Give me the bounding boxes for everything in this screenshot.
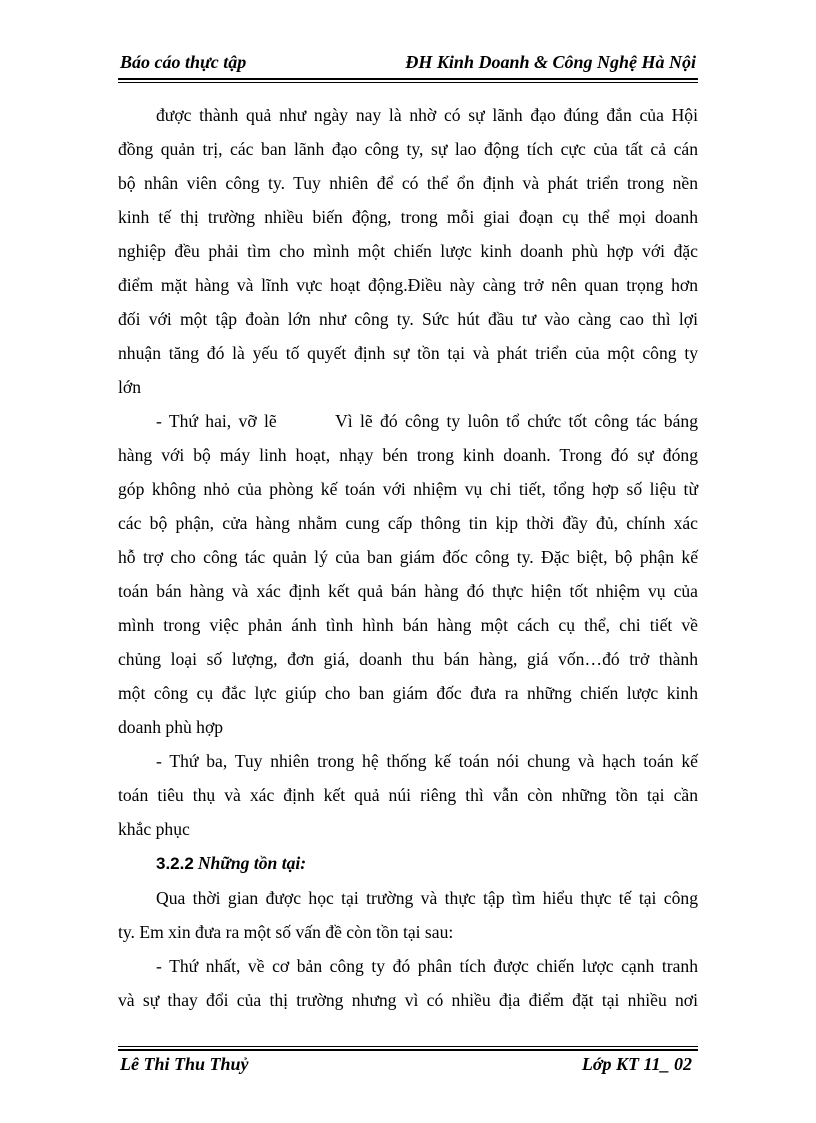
page-body (118, 98, 698, 1017)
section-heading (118, 846, 698, 881)
text-line: đồng quản trị, các ban lãnh đạo công ty, sự lao động tích cực của tất cả cán (118, 139, 698, 159)
text-line: và sự thay đổi của thị trường nhưng vì có nhiều địa điểm đặt tại nhiều nơi (118, 990, 698, 1010)
text-line: khắc phục (118, 819, 190, 839)
text-line: hàng với bộ máy linh hoạt, nhạy bén trong kinh doanh. Trong đó sự đóng (118, 445, 698, 465)
text-line: hỗ trợ cho công tác quản lý của ban giám đốc công ty. Đặc biệt, bộ phận kế (118, 547, 698, 567)
paragraph-1 (118, 98, 698, 404)
text-line: kinh tế thị trường nhiều biến động, trong mỗi giai đoạn cụ thể mọi doanh (118, 207, 698, 227)
text-line: - Thứ hai, vỡ lẽ Vì lẽ đó công ty luôn tổ chức tốt công tác báng (156, 411, 698, 431)
page-footer (118, 1046, 698, 1076)
text-line: góp không nhỏ của phòng kế toán với nhiệm vụ chi tiết, tổng hợp số liệu từ (118, 479, 698, 499)
paragraph-4 (118, 881, 698, 949)
header-report-title: Báo cáo thực tập (120, 52, 247, 72)
text-line: nghiệp đều phải tìm cho mình một chiến lược kinh doanh phù hợp với đặc (118, 241, 698, 261)
section-title: Những tồn tại: (197, 853, 307, 873)
text-line: được thành quả như ngày nay là nhờ có sự lãnh đạo đúng đắn của Hội (156, 105, 698, 125)
paragraph-2 (118, 404, 698, 744)
footer-author: Lê Thi Thu Thuỷ (120, 1054, 249, 1074)
header-rule-thin (118, 82, 698, 83)
text-line: đối với một tập đoàn lớn như công ty. Sức hút đầu tư vào càng cao thì lợi (118, 309, 698, 329)
text-line: một công cụ đắc lực giúp cho ban giám đốc đưa ra những chiến lược kinh (118, 683, 698, 703)
page-header (118, 52, 698, 78)
text-line: - Thứ ba, Tuy nhiên trong hệ thống kế toán nói chung và hạch toán kế (156, 751, 698, 771)
paragraph-3 (118, 744, 698, 846)
text-line: toán tiêu thụ và xác định kết quả núi riêng thì vẫn còn những tồn tại cần (118, 785, 698, 805)
footer-rule-thick (118, 1049, 698, 1051)
text-line: Qua thời gian được học tại trường và thực tập tìm hiểu thực tế tại công (156, 888, 698, 908)
footer-class: Lớp KT 11_ 02 (581, 1054, 692, 1074)
footer-rule-thin (118, 1046, 698, 1047)
header-university: ĐH Kinh Doanh & Công Nghệ Hà Nội (405, 52, 696, 72)
header-rule-thick (118, 78, 698, 80)
text-line: - Thứ nhất, về cơ bản công ty đó phân tích được chiến lược cạnh tranh (156, 956, 698, 976)
text-line: nhuận tăng đó là yếu tố quyết định sự tồn tại và phát triển của một công ty (118, 343, 698, 363)
text-line: chủng loại số lượng, đơn giá, doanh thu bán hàng, giá vốn…đó trở thành (118, 649, 698, 669)
text-line: điểm mặt hàng và lĩnh vực hoạt động.Điều này càng trở nên quan trọng hơn (118, 275, 698, 295)
paragraph-5 (118, 949, 698, 1017)
section-number: 3.2.2 (156, 854, 194, 873)
text-line: ty. Em xin đưa ra một số vấn đề còn tồn tại sau: (118, 922, 454, 942)
text-line: toán bán hàng và xác định kết quả bán hàng đó thực hiện tốt nhiệm vụ của (118, 581, 698, 601)
text-line: các bộ phận, cửa hàng nhằm cung cấp thông tin kịp thời đầy đủ, chính xác (118, 513, 698, 533)
text-line: doanh phù hợp (118, 717, 224, 737)
text-line: lớn (118, 377, 141, 397)
text-line: mình trong việc phản ánh tình hình bán hàng một cách cụ thể, chi tiết về (118, 615, 698, 635)
text-line: bộ nhân viên công ty. Tuy nhiên để có thể ổn định và phát triển trong nền (118, 173, 698, 193)
